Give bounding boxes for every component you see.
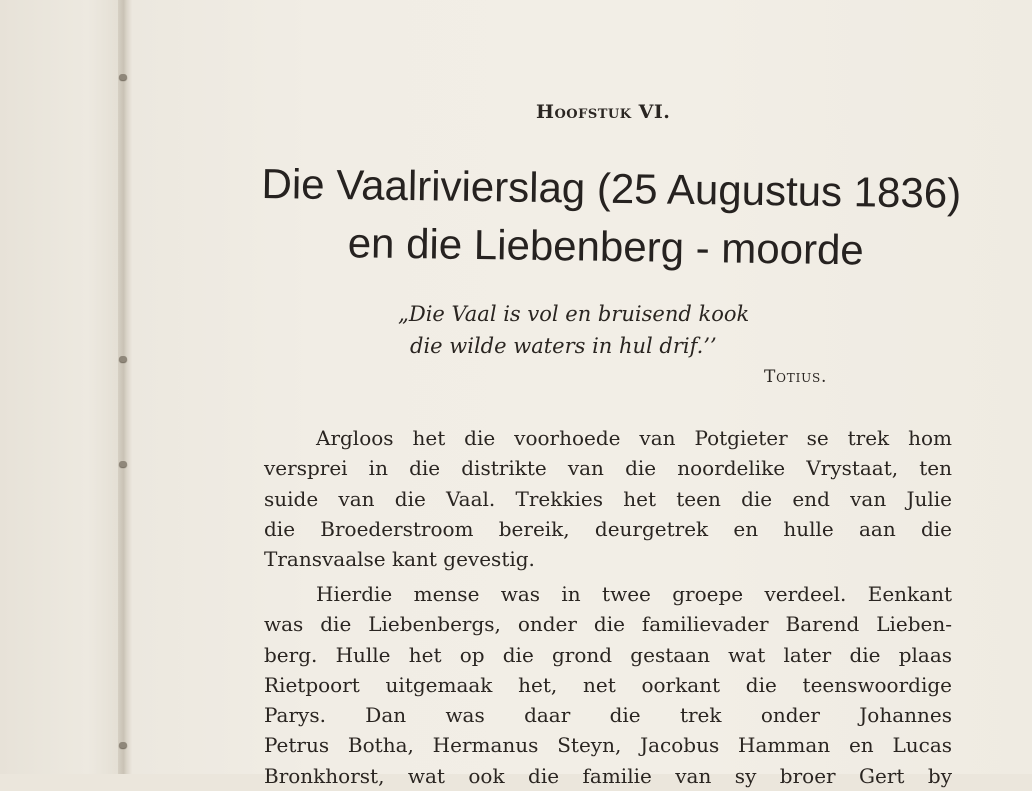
paragraph xyxy=(264,579,952,791)
binding-stitch xyxy=(119,356,127,362)
text-line: Argloos het die voorhoede van Potgieter se trek hom xyxy=(316,426,952,450)
chapter-title-line: en die Liebenberg - moorde xyxy=(347,219,865,274)
text-line: Bronkhorst, wat ook die familie van sy broer Gert by xyxy=(264,763,952,788)
paragraph xyxy=(264,423,952,574)
binding-stitch xyxy=(119,461,127,467)
text-line: Petrus Botha, Hermanus Steyn, Jacobus Hamman en Lucas xyxy=(264,733,952,758)
epigraph-author: Totius. xyxy=(764,367,828,387)
text-line: Parys. Dan was daar die trek onder Johannes xyxy=(264,703,952,728)
book-gutter xyxy=(118,0,132,774)
text-line: die Broederstroom bereik, deurgetrek en hulle aan die xyxy=(264,516,952,541)
text-line: versprei in die distrikte van die noordelike Vrystaat, ten xyxy=(264,456,952,481)
epigraph xyxy=(398,298,749,362)
epigraph-line: die wilde waters in hul drif.’’ xyxy=(410,334,717,358)
chapter-heading: Hoofstuk VI. xyxy=(536,101,671,123)
text-line: berg. Hulle het op die grond gestaan wat later die plaas xyxy=(264,642,952,667)
text-line: Transvaalse kant gevestig. xyxy=(264,547,535,572)
chapter-title-line: Die Vaalrivierslag (25 Augustus 1836) xyxy=(261,159,962,217)
text-line: Rietpoort uitgemaak het, net oorkant die teenswoordige xyxy=(264,672,952,697)
text-line: suide van die Vaal. Trekkies het teen die end van Julie xyxy=(264,486,952,511)
binding-stitch xyxy=(119,74,127,80)
text-line: was die Liebenbergs, onder die familievader Barend Lieben- xyxy=(264,612,952,637)
text-line: Hierdie mense was in twee groepe verdeel. Eenkant xyxy=(316,582,952,606)
binding-stitch xyxy=(119,742,127,748)
epigraph-line: „Die Vaal is vol en bruisend kook xyxy=(398,302,750,326)
left-page xyxy=(0,0,126,774)
chapter-title xyxy=(260,155,962,281)
